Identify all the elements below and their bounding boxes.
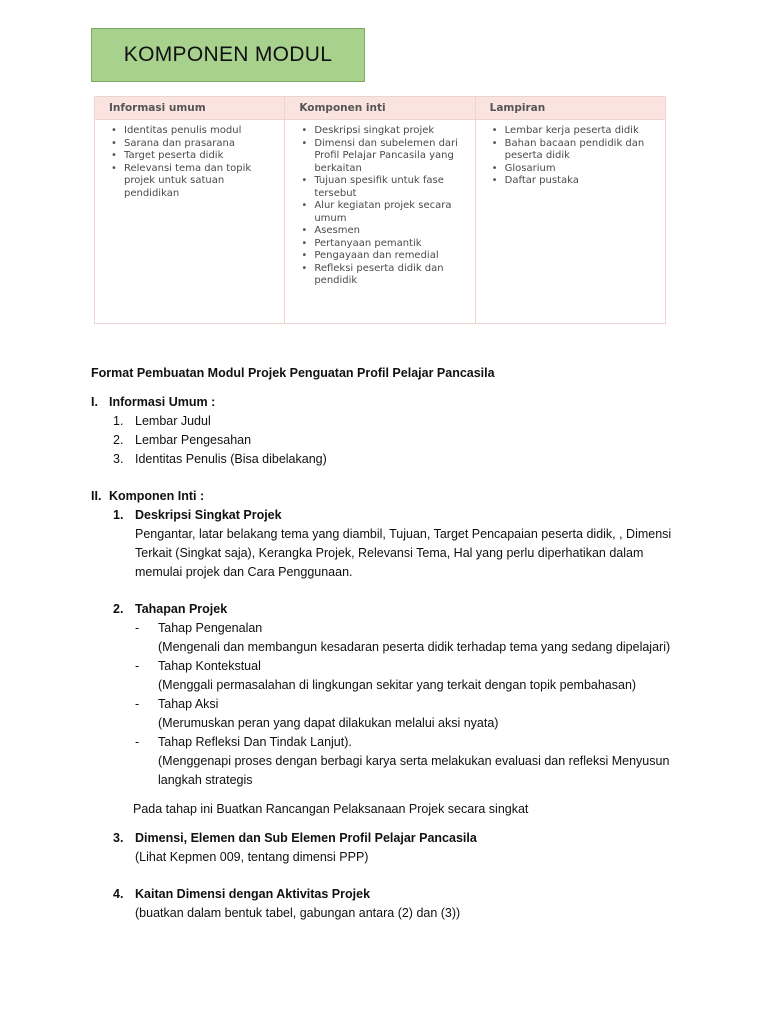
- section-heading-komponen-inti: [91, 487, 691, 506]
- list-item: • Lembar kerja peserta didik: [490, 125, 659, 138]
- subsection-kaitan: [113, 885, 691, 904]
- column-header: Informasi umum: [95, 97, 284, 120]
- paragraph-line: Pengantar, latar belakang tema yang diambil, Tujuan, Target Pencapaian peserta didik, , Dimensi: [135, 527, 672, 541]
- item-title: Kaitan Dimensi dengan Aktivitas Projek: [135, 887, 371, 901]
- list-item: • Pengayaan dan remedial: [299, 250, 468, 263]
- list-item: • Target peserta didik: [109, 150, 278, 163]
- list-item: • Tujuan spesifik untuk fase tersebut: [299, 175, 468, 200]
- stage-name: Tahap Aksi: [158, 697, 219, 711]
- list-item: • Alur kegiatan projek secara umum: [299, 200, 468, 225]
- column-header: Lampiran: [476, 97, 665, 120]
- stage-desc: (Merumuskan peran yang dapat dilakukan melalui aksi nyata): [158, 716, 499, 730]
- column-list: [285, 120, 474, 288]
- list-item: • Relevansi tema dan topik projek untuk satuan pendidikan: [109, 163, 278, 201]
- subsection-tahapan: [113, 600, 691, 619]
- komponen-inti-list: [113, 506, 691, 923]
- list-item: [113, 412, 691, 431]
- table-column-informasi-umum: [95, 97, 285, 323]
- item-number: 1.: [113, 508, 124, 522]
- list-item: • Glosarium: [490, 163, 659, 176]
- stage-desc: (Mengenali dan membangun kesadaran peserta didik terhadap tema yang sedang dipelajari): [158, 640, 671, 654]
- tahapan-list: [135, 619, 691, 790]
- column-header: Komponen inti: [285, 97, 474, 120]
- stage-item: - Tahap Refleksi Dan Tindak Lanjut).: [135, 733, 691, 752]
- stage-desc: (Menggali permasalahan di lingkungan sekitar yang terkait dengan topik pembahasan): [158, 678, 637, 692]
- informasi-umum-list: [113, 412, 691, 469]
- paragraph-line: Terkait (Singkat saja), Kerangka Projek, Relevansi Tema, Hal yang perlu diperhatikan dalam: [135, 546, 644, 560]
- stage-name: Tahap Kontekstual: [158, 659, 261, 673]
- section-heading-informasi-umum: [91, 393, 691, 412]
- component-table: [94, 96, 666, 324]
- list-item: • Sarana dan prasarana: [109, 138, 278, 151]
- dimensi-note: (Lihat Kepmen 009, tentang dimensi PPP): [135, 850, 369, 864]
- list-item: • Dimensi dan subelemen dari Profil Pelajar Pancasila yang berkaitan: [299, 138, 468, 176]
- list-item: • Pertanyaan pemantik: [299, 238, 468, 251]
- column-list: [95, 120, 284, 200]
- item-number: 4.: [113, 887, 124, 901]
- item-title: Dimensi, Elemen dan Sub Elemen Profil Pelajar Pancasila: [135, 831, 477, 845]
- item-number: 1.: [113, 414, 124, 428]
- item-number: 3.: [113, 452, 124, 466]
- kaitan-note: (buatkan dalam bentuk tabel, gabungan antara (2) dan (3)): [135, 906, 461, 920]
- list-item: • Asesmen: [299, 225, 468, 238]
- column-list: [476, 120, 665, 188]
- stage-item: - Tahap Pengenalan: [135, 619, 691, 638]
- stage-name: Tahap Pengenalan: [158, 621, 263, 635]
- section-number: I.: [91, 395, 98, 409]
- list-item: [113, 450, 691, 469]
- item-text: Identitas Penulis (Bisa dibelakang): [135, 452, 327, 466]
- item-number: 3.: [113, 831, 124, 845]
- stage-desc: langkah strategis: [158, 773, 253, 787]
- section-number: II.: [91, 489, 102, 503]
- item-title: Deskripsi Singkat Projek: [135, 508, 282, 522]
- module-title: KOMPONEN MODUL: [123, 43, 333, 66]
- stage-item: - Tahap Aksi: [135, 695, 691, 714]
- section-title: Informasi Umum :: [109, 395, 216, 409]
- item-number: 2.: [113, 433, 124, 447]
- stage-desc: (Menggenapi proses dengan berbagi karya serta melakukan evaluasi dan refleksi Menyusun: [158, 754, 670, 768]
- item-title: Tahapan Projek: [135, 602, 228, 616]
- subsection-dimensi: [113, 829, 691, 848]
- module-title-box: [91, 28, 365, 82]
- table-column-komponen-inti: [285, 97, 475, 323]
- list-item: • Deskripsi singkat projek: [299, 125, 468, 138]
- stage-name: Tahap Refleksi Dan Tindak Lanjut).: [158, 735, 352, 749]
- table-column-lampiran: [476, 97, 665, 323]
- item-text: Lembar Judul: [135, 414, 211, 428]
- list-item: [113, 431, 691, 450]
- item-number: 2.: [113, 602, 124, 616]
- document-body: [91, 364, 691, 923]
- deskripsi-paragraph: [135, 525, 691, 582]
- section-title: Komponen Inti :: [109, 489, 205, 503]
- item-text: Lembar Pengesahan: [135, 433, 252, 447]
- list-item: • Identitas penulis modul: [109, 125, 278, 138]
- document-heading: Format Pembuatan Modul Projek Penguatan Profil Pelajar Pancasila: [91, 366, 495, 380]
- tahapan-note: Pada tahap ini Buatkan Rancangan Pelaksanaan Projek secara singkat: [133, 802, 529, 816]
- paragraph-line: memulai projek dan Cara Penggunaan.: [135, 565, 353, 579]
- subsection-deskripsi: [113, 506, 691, 525]
- list-item: • Refleksi peserta didik dan pendidik: [299, 263, 468, 288]
- stage-item: - Tahap Kontekstual: [135, 657, 691, 676]
- list-item: • Bahan bacaan pendidik dan peserta didik: [490, 138, 659, 163]
- list-item: • Daftar pustaka: [490, 175, 659, 188]
